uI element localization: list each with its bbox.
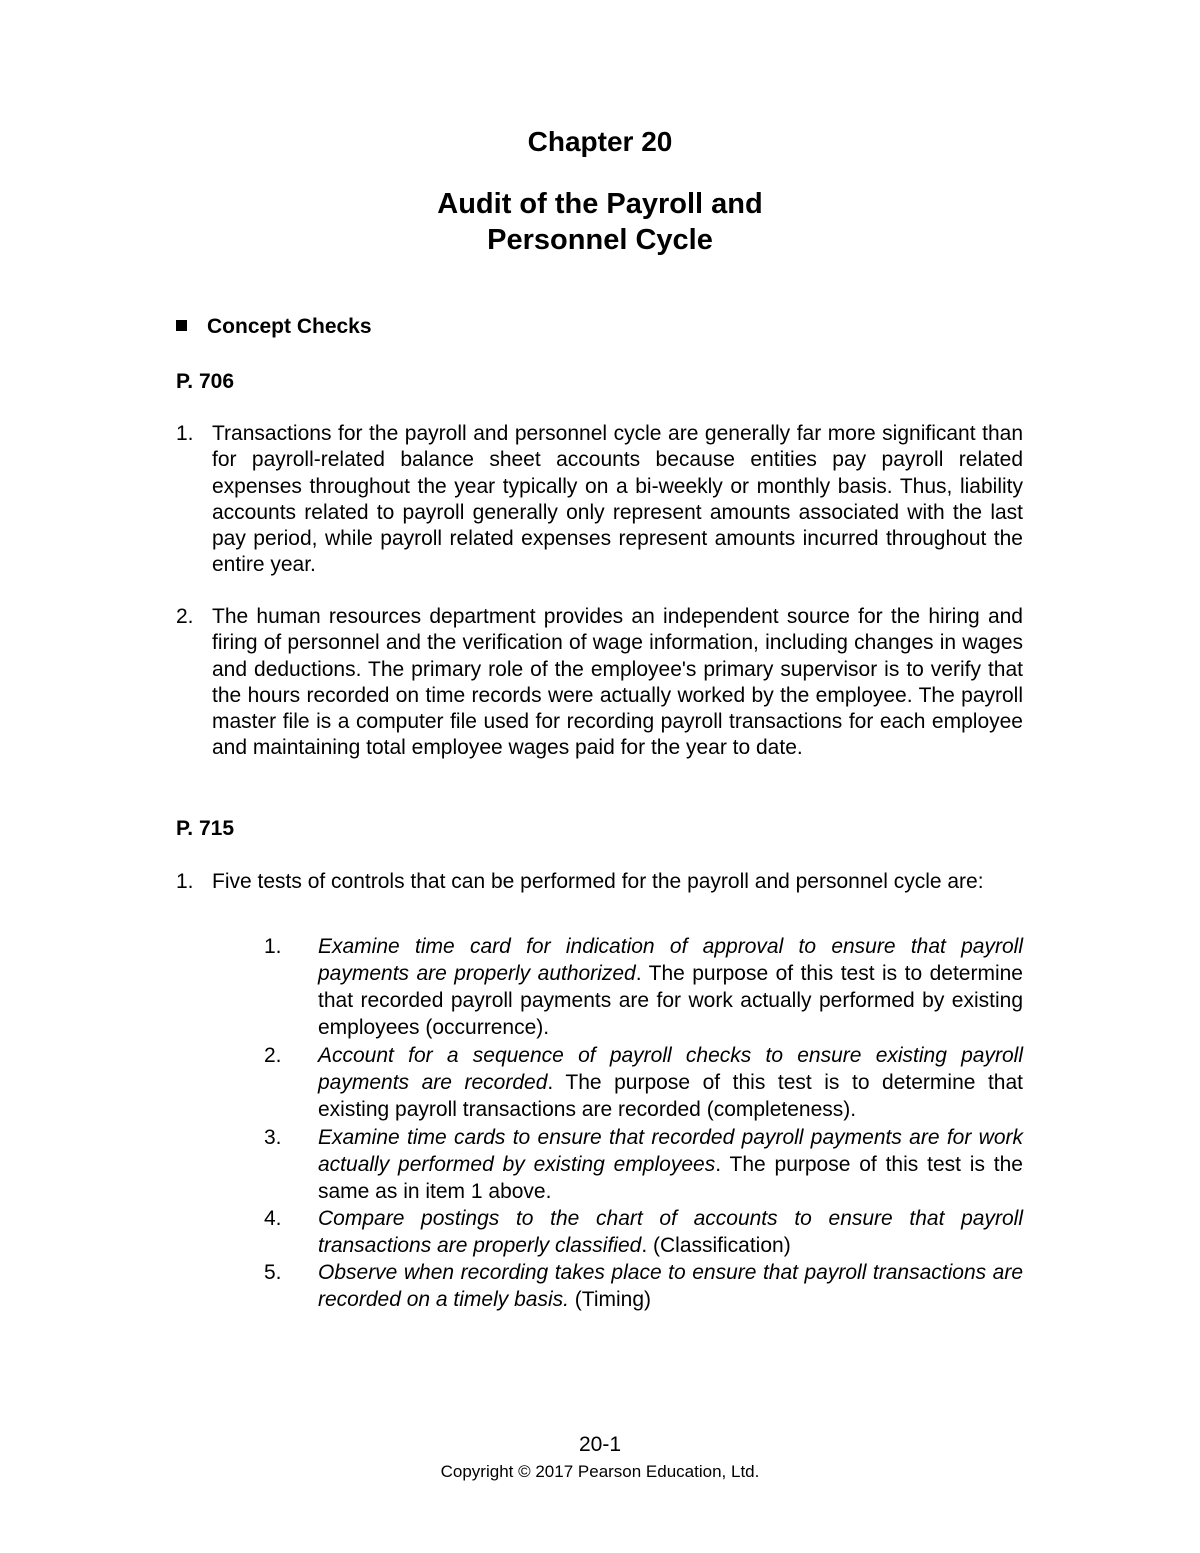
- test-text: [318, 1124, 1023, 1205]
- test-purpose: . The purpose of this test is to determine that existing payroll transactions are recorded (completeness).: [318, 1071, 1024, 1121]
- test-number: 5.: [264, 1261, 282, 1284]
- control-test-item: [264, 1042, 1023, 1123]
- page-title: [0, 186, 1200, 258]
- test-number: 4.: [264, 1207, 282, 1230]
- page-reference-715: P. 715: [176, 817, 235, 840]
- control-test-item: [264, 1124, 1023, 1205]
- test-purpose: (Timing): [568, 1288, 652, 1311]
- test-purpose: . (Classification): [641, 1234, 791, 1257]
- test-number: 2.: [264, 1044, 282, 1067]
- list-item: [176, 604, 1023, 762]
- test-control: Examine time card for indication of approval to ensure that payroll payments are properly authorized: [318, 935, 1023, 985]
- test-text: [318, 1205, 1023, 1259]
- test-control: Observe when recording takes place to ensure that payroll transactions are recorded on a timely basis.: [318, 1261, 1023, 1311]
- square-bullet-icon: [176, 320, 187, 331]
- list-item: [176, 421, 1023, 579]
- copyright-notice: Copyright © 2017 Pearson Education, Ltd.: [440, 1462, 760, 1481]
- page-number: 20-1: [578, 1433, 622, 1456]
- title-line-1: Audit of the Payroll and: [437, 188, 763, 220]
- title-line-2: Personnel Cycle: [487, 224, 713, 256]
- test-purpose: . The purpose of this test is the same as in item 1 above.: [318, 1153, 1023, 1203]
- section-heading: [176, 312, 372, 342]
- test-text: [318, 1259, 1023, 1313]
- test-number: 1.: [264, 935, 282, 958]
- list-item: [176, 869, 1023, 895]
- test-control: Examine time cards to ensure that recorded payroll payments are for work actually performed by existing employees: [318, 1126, 1023, 1176]
- section-heading-label: Concept Checks: [207, 315, 372, 338]
- test-purpose: . The purpose of this test is to determine that recorded payroll payments are for work actually performed by existing employees (occurrence).: [318, 962, 1023, 1039]
- control-test-item: [264, 933, 1023, 1041]
- item-number: 1.: [176, 870, 194, 893]
- test-number: 3.: [264, 1126, 282, 1149]
- item-text: Transactions for the payroll and personnel cycle are generally far more significant than for payroll-related balance sheet accounts because entities pay payroll related expenses throughout the year typically on a bi-weekly or monthly basis. Thus, liability accounts related to payroll generally only represent amounts associated with the last pay period, while payroll related expenses represent amounts incurred throughout the entire year.: [212, 422, 1023, 577]
- chapter-heading: Chapter 20: [527, 126, 673, 157]
- item-text: The human resources department provides an independent source for the hiring and firing of personnel and the verification of wage information, including changes in wages and deductions. The primary role of the employee's primary supervisor is to verify that the hours recorded on time records were actually worked by the employee. The payroll master file is a computer file used for recording payroll transactions for each employee and maintaining total employee wages paid for the year to date.: [212, 605, 1023, 760]
- test-control: Compare postings to the chart of accounts to ensure that payroll transactions are properly classified: [318, 1207, 1023, 1257]
- page-reference-706: P. 706: [176, 370, 235, 393]
- item-number: 1.: [176, 422, 194, 445]
- item-number: 2.: [176, 605, 194, 628]
- control-test-item: [264, 1205, 1023, 1259]
- test-text: [318, 1042, 1023, 1123]
- test-control: Account for a sequence of payroll checks to ensure existing payroll payments are recorded: [318, 1044, 1023, 1094]
- control-test-item: [264, 1259, 1023, 1313]
- test-text: [318, 933, 1023, 1041]
- item-text: Five tests of controls that can be performed for the payroll and personnel cycle are:: [212, 870, 984, 893]
